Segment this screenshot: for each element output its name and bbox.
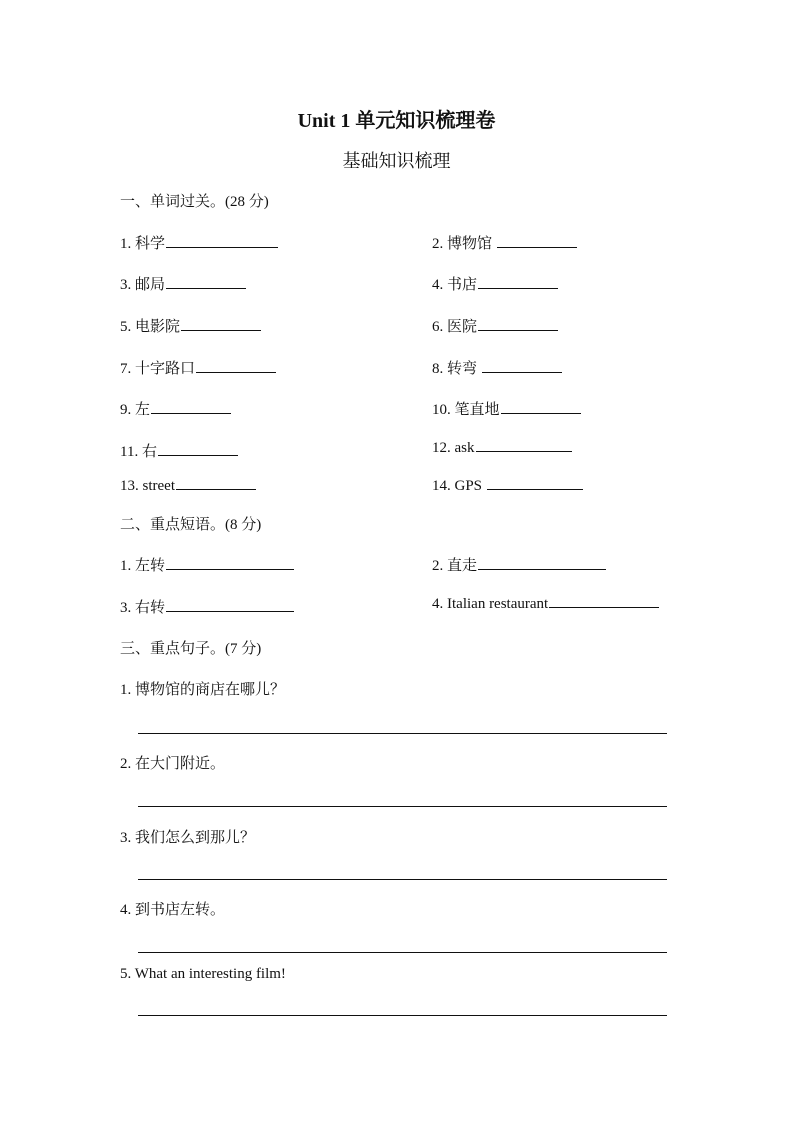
sentence-item-5: 5. What an interesting film! bbox=[120, 966, 286, 982]
page-subtitle: 基础知识梳理 bbox=[342, 151, 451, 171]
answer-line[interactable] bbox=[138, 1015, 667, 1016]
answer-line[interactable] bbox=[138, 806, 667, 807]
answer-blank[interactable] bbox=[151, 412, 231, 414]
answer-blank[interactable] bbox=[181, 329, 261, 331]
answer-blank[interactable] bbox=[478, 287, 558, 289]
word-item-14: 14. GPS bbox=[432, 478, 583, 495]
sentence-item-3: 3. 我们怎么到那儿？ bbox=[120, 830, 256, 846]
section-sentences-heading: 三、重点句子。(7 分) bbox=[120, 641, 262, 657]
sentence-item-4: 4. 到书店左转。 bbox=[120, 902, 226, 918]
answer-line[interactable] bbox=[138, 879, 667, 880]
word-item-7: 7. 十字路口 bbox=[120, 357, 276, 378]
answer-blank[interactable] bbox=[482, 371, 562, 373]
answer-blank[interactable] bbox=[497, 246, 577, 248]
answer-blank[interactable] bbox=[166, 246, 278, 248]
answer-blank[interactable] bbox=[166, 287, 246, 289]
section-phrases-heading: 二、重点短语。(8 分) bbox=[120, 517, 262, 533]
word-item-11: 11. 右 bbox=[120, 440, 238, 461]
phrase-item-4: 4. Italian restaurant bbox=[432, 596, 659, 613]
word-item-5: 5. 电影院 bbox=[120, 315, 261, 336]
word-item-9: 9. 左 bbox=[120, 398, 231, 419]
page-title: Unit 1 单元知识梳理卷 bbox=[297, 110, 496, 132]
answer-line[interactable] bbox=[138, 952, 667, 953]
phrase-item-2: 2. 直走 bbox=[432, 554, 606, 575]
answer-blank[interactable] bbox=[166, 610, 294, 612]
answer-blank[interactable] bbox=[478, 329, 558, 331]
answer-blank[interactable] bbox=[501, 412, 581, 414]
word-item-13: 13. street bbox=[120, 478, 256, 495]
word-item-12: 12. ask bbox=[432, 440, 572, 457]
section-words-heading: 一、单词过关。(28 分) bbox=[120, 194, 269, 210]
answer-blank[interactable] bbox=[549, 606, 659, 608]
phrase-item-3: 3. 右转 bbox=[120, 596, 294, 617]
phrase-item-1: 1. 左转 bbox=[120, 554, 294, 575]
sentence-item-2: 2. 在大门附近。 bbox=[120, 756, 226, 772]
word-item-2: 2. 博物馆 bbox=[432, 232, 577, 253]
word-item-8: 8. 转弯 bbox=[432, 357, 562, 378]
sentence-item-1: 1. 博物馆的商店在哪儿？ bbox=[120, 682, 286, 698]
answer-blank[interactable] bbox=[196, 371, 276, 373]
word-item-1: 1. 科学 bbox=[120, 232, 278, 253]
word-item-3: 3. 邮局 bbox=[120, 273, 246, 294]
answer-blank[interactable] bbox=[476, 450, 572, 452]
answer-blank[interactable] bbox=[176, 488, 256, 490]
answer-blank[interactable] bbox=[478, 568, 606, 570]
word-item-4: 4. 书店 bbox=[432, 273, 558, 294]
answer-blank[interactable] bbox=[166, 568, 294, 570]
answer-blank[interactable] bbox=[487, 488, 583, 490]
answer-blank[interactable] bbox=[158, 454, 238, 456]
answer-line[interactable] bbox=[138, 733, 667, 734]
word-item-6: 6. 医院 bbox=[432, 315, 558, 336]
word-item-10: 10. 笔直地 bbox=[432, 398, 581, 419]
